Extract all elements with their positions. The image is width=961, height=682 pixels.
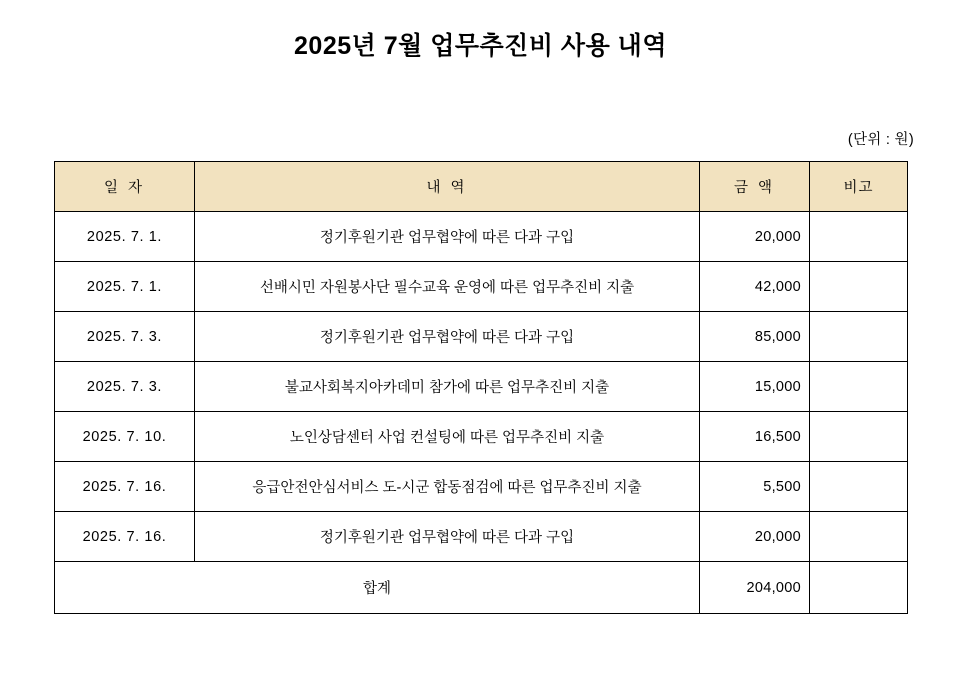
- table-row: [55, 462, 908, 512]
- cell-date: 2025. 7. 1.: [55, 262, 195, 312]
- cell-note: [810, 212, 908, 262]
- cell-amount: 20,000: [700, 212, 810, 262]
- table-body: [55, 212, 908, 614]
- page-title: 2025년 7월 업무추진비 사용 내역: [294, 32, 667, 60]
- cell-description: 정기후원기관 업무협약에 따른 다과 구입: [195, 512, 700, 562]
- cell-description: 불교사회복지아카데미 참가에 따른 업무추진비 지출: [195, 362, 700, 412]
- cell-date: 2025. 7. 16.: [55, 512, 195, 562]
- column-header-date: 일 자: [55, 162, 195, 212]
- table-row: [55, 312, 908, 362]
- table-row: [55, 512, 908, 562]
- cell-amount: 85,000: [700, 312, 810, 362]
- cell-description: 응급안전안심서비스 도-시군 합동점검에 따른 업무추진비 지출: [195, 462, 700, 512]
- cell-description: 선배시민 자원봉사단 필수교육 운영에 따른 업무추진비 지출: [195, 262, 700, 312]
- document-page: [0, 26, 961, 682]
- column-header-amount: 금 액: [700, 162, 810, 212]
- cell-date: 2025. 7. 3.: [55, 312, 195, 362]
- cell-date: 2025. 7. 3.: [55, 362, 195, 412]
- unit-note: (단위 : 원): [847, 132, 914, 148]
- expense-table: [54, 161, 908, 614]
- cell-amount: 16,500: [700, 412, 810, 462]
- cell-amount: 5,500: [700, 462, 810, 512]
- cell-note: [810, 262, 908, 312]
- cell-date: 2025. 7. 16.: [55, 462, 195, 512]
- cell-description: 정기후원기관 업무협약에 따른 다과 구입: [195, 312, 700, 362]
- table-total-row: [55, 562, 908, 614]
- cell-total-note: [810, 562, 908, 614]
- table-header: [55, 162, 908, 212]
- expense-table-container: [54, 161, 907, 614]
- table-header-row: [55, 162, 908, 212]
- cell-note: [810, 512, 908, 562]
- cell-description: 정기후원기관 업무협약에 따른 다과 구입: [195, 212, 700, 262]
- column-header-description: 내 역: [195, 162, 700, 212]
- table-row: [55, 362, 908, 412]
- table-row: [55, 262, 908, 312]
- cell-total-amount: 204,000: [700, 562, 810, 614]
- cell-date: 2025. 7. 10.: [55, 412, 195, 462]
- cell-note: [810, 462, 908, 512]
- cell-description: 노인상담센터 사업 컨설팅에 따른 업무추진비 지출: [195, 412, 700, 462]
- cell-note: [810, 312, 908, 362]
- cell-amount: 20,000: [700, 512, 810, 562]
- cell-total-label: 합계: [55, 562, 700, 614]
- table-row: [55, 212, 908, 262]
- cell-amount: 42,000: [700, 262, 810, 312]
- table-row: [55, 412, 908, 462]
- cell-date: 2025. 7. 1.: [55, 212, 195, 262]
- cell-amount: 15,000: [700, 362, 810, 412]
- cell-note: [810, 412, 908, 462]
- cell-note: [810, 362, 908, 412]
- column-header-note: 비고: [810, 162, 908, 212]
